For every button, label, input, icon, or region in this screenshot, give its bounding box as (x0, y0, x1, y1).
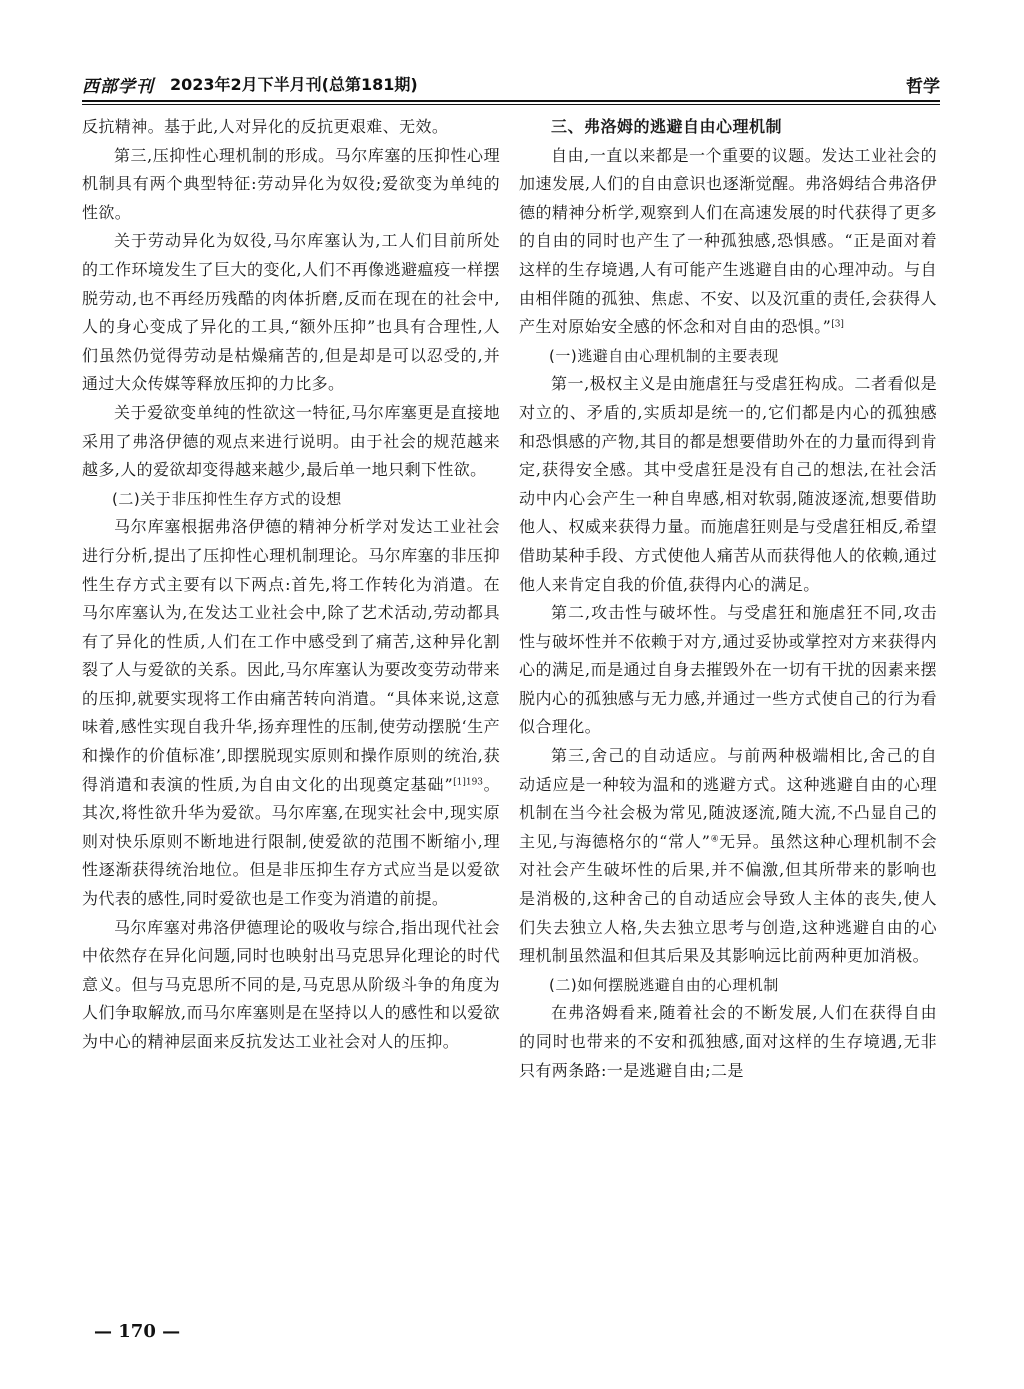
section-heading: 三、弗洛姆的逃避自由心理机制 (551, 117, 783, 136)
subsection-heading: (二)关于非压抑性生存方式的设想 (112, 489, 342, 508)
citation: [1]193 (453, 777, 484, 788)
paragraph: 关于爱欲变单纯的性欲这一特征,马尔库塞更是直接地采用了弗洛伊德的观点来进行说明。由于社会的规范越来越多,人的爱欲却变得越来越少,最后单一地只剩下性欲。 (82, 402, 500, 480)
header-rule-thin (82, 104, 940, 105)
paragraph (519, 142, 937, 342)
paragraph-text: 自由,一直以来都是一个重要的议题。发达工业社会的加速发展,人们的自由意识也逐渐觉醒。弗洛姆结合弗洛伊德的精神分析学,观察到人们在高速发展的时代获得了更多的自由的同时也产生了一种孤独感,恐惧感。“正是面对着这样的生存境遇,人有可能产生逃避自由的心理冲动。与自由相伴随的孤独、焦虑、不安、以及沉重的责任,会获得人产生对原始安全感的怀念和对自由的恐惧。” (519, 145, 937, 337)
journal-logo: 西部学刊 (82, 77, 154, 97)
paragraph: 第一,极权主义是由施虐狂与受虐狂构成。二者看似是对立的、矛盾的,实质却是统一的,它们都是内心的孤独感和恐惧感的产物,其目的都是想要借助外在的力量而得到肯定,获得安全感。其中受虐狂是没有自己的想法,在社会活动中内心会产生一种自卑感,相对软弱,随波逐流,想要借助他人、权威来获得力量。而施虐狂则是与受虐狂相反,希望借助某种手段、方式使他人痛苦从而获得他人的依赖,通过他人来肯定自我的价值,获得内心的满足。 (519, 374, 937, 594)
paragraph-text: 。其次,将性欲升华为爱欲。马尔库塞,在现实社会中,现实原则对快乐原则不断地进行限制,使爱欲的范围不断缩小,理性逐渐获得统治地位。但是非压抑生存方式应当是以爱欲为代表的感性,同时爱欲也是工作变为消遣的前提。 (82, 774, 501, 909)
paragraph-text: 马尔库塞根据弗洛伊德的精神分析学对发达工业社会进行分析,提出了压抑性心理机制理论。马尔库塞的非压抑性生存方式主要有以下两点:首先,将工作转化为消遣。在马尔库塞认为,在发达工业社会中,除了艺术活动,劳动都具有了异化的性质,人们在工作中感受到了痛苦,这种异化割裂了人与爱欲的关系。因此,马尔库塞认为要改变劳动带来的压抑,就要实现将工作由痛苦转向消遣。“具体来说,这意味着,感性实现自我升华,扬弃理性的压制,使劳动摆脱‘生产和操作的价值标准’,即摆脱现实原则和操作原则的统治,获得消遣和表演的性质,为自由文化的出现奠定基础” (82, 517, 500, 794)
citation: [3] (831, 319, 844, 330)
paragraph: 关于劳动异化为奴役,马尔库塞认为,工人们目前所处的工作环境发生了巨大的变化,人们不再像逃避瘟疫一样摆脱劳动,也不再经历残酷的肉体折磨,反而在现在的社会中,人的身心变成了异化的工具,“额外压抑”也具有合理性,人们虽然仍觉得劳动是枯燥痛苦的,但是却是可以忍受的,并通过大众传媒等释放压抑的力比多。 (82, 231, 500, 394)
paragraph-text: 第三,舍己的自动适应。与前两种极端相比,舍己的自动适应是一种较为温和的逃避方式。这种逃避自由的心理机制在当今社会极为常见,随波逐流,随大流,不凸显自己的主见,与海德格尔的“常人” (519, 746, 937, 851)
footnote-marker: ④ (710, 834, 720, 845)
paragraph: 在弗洛姆看来,随着社会的不断发展,人们在获得自由的同时也带来的不安和孤独感,面对这样的生存境遇,无非只有两条路:一是逃避自由;二是 (519, 1003, 937, 1080)
subsection-heading: (二)如何摆脱逃避自由的心理机制 (549, 975, 779, 994)
section-name: 哲学 (906, 77, 940, 97)
right-column (519, 113, 937, 1085)
paragraph (519, 742, 937, 971)
paragraph (82, 513, 500, 913)
paragraph: 马尔库塞对弗洛伊德理论的吸收与综合,指出现代社会中依然存在异化问题,同时也映射出马克思异化理论的时代意义。但与马克思所不同的是,马克思从阶级斗争的角度为人们争取解放,而马尔库塞则是在坚持以人的感性和以爱欲为中心的精神层面来反抗发达工业社会对人的压抑。 (82, 917, 500, 1051)
header-rule-thick (82, 100, 940, 102)
paragraph-text: 无异。虽然这种心理机制不会对社会产生破坏性的后果,并不偏激,但其所带来的影响也是消极的,这种舍己的自动适应会导致人主体的丧失,使人们失去独立人格,失去独立思考与创造,这种逃避自由的心理机制虽然温和但其后果及其影响远比前两种更加消极。 (519, 831, 937, 966)
left-column (82, 113, 500, 1057)
paragraph: 第三,压抑性心理机制的形成。马尔库塞的压抑性心理机制具有两个典型特征:劳动异化为奴役;爱欲变为单纯的性欲。 (82, 145, 500, 222)
issue-info: 2023年2月下半月刊(总第181期) (170, 75, 418, 94)
running-header (82, 70, 940, 100)
paragraph: 第二,攻击性与破坏性。与受虐狂和施虐狂不同,攻击性与破坏性并不依赖于对方,通过妥协或掌控对方来获得内心的满足,而是通过自身去摧毁外在一切有干扰的因素来摆脱内心的孤独感与无力感,并通过一些方式使自己的行为看似合理化。 (519, 603, 937, 737)
page-number: — 170 — (94, 1321, 181, 1342)
paragraph: 反抗精神。基于此,人对异化的反抗更艰难、无效。 (82, 117, 449, 136)
subsection-heading: (一)逃避自由心理机制的主要表现 (549, 346, 779, 365)
